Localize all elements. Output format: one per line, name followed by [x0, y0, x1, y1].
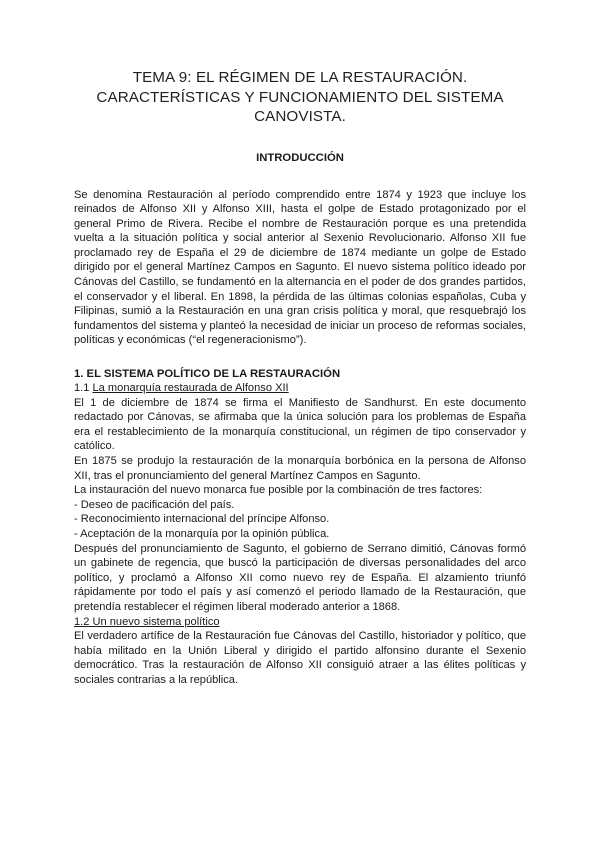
title-line-3: CANOVISTA.: [254, 108, 346, 125]
list-item: - Aceptación de la monarquía por la opinión pública.: [74, 527, 330, 540]
title-line-2: CARACTERÍSTICAS Y FUNCIONAMIENTO DEL SISTEMA: [96, 88, 504, 106]
section-1-heading: 1. EL SISTEMA POLÍTICO DE LA RESTAURACIÓN: [74, 368, 341, 381]
subsection-1-1-number: 1.1: [74, 382, 90, 395]
document-title: [80, 68, 520, 127]
subsection-1-1-title: La monarquía restaurada de Alfonso XII: [92, 382, 289, 395]
subsection-1-1-paragraph-1: El 1 de diciembre de 1874 se firma el Manifiesto de Sandhurst. En este documento redactado por Cánovas, se afirmaba que la única solución para los problemas de España era el restablecimiento de la monarquía constitucional, un régimen de tipo conservador y católico.: [74, 396, 526, 453]
subsection-1-2-heading: [74, 615, 526, 630]
list-item: - Deseo de pacificación del país.: [74, 498, 235, 511]
subsection-1-2-paragraph-1: El verdadero artífice de la Restauración fue Cánovas del Castillo, historiador y político, que había militado en la Unión Liberal y dirigido el partido alfonsino durante el Sexenio democrático. Tras la restauración de Alfonso XII consiguió atraer a las élites políticas y sociales contrarias a la república.: [74, 630, 526, 686]
subsection-1-2-title: 1.2 Un nuevo sistema político: [74, 615, 220, 628]
subsection-1-1-paragraph-4: Después del pronunciamiento de Sagunto, el gobierno de Serrano dimitió, Cánovas formó un gabinete de regencia, que buscó la participación de diversas personalidades del arco político, y proclamó a Alfonso XII como nuevo rey de España. El alzamiento triunfó rápidamente por todo el país y así comenzó el periodo llamado de la Restauración, que pretendía restablecer el régimen liberal moderado anterior a 1868.: [74, 542, 526, 613]
subsection-1-1-heading: [74, 381, 526, 396]
introduction-paragraph: Se denomina Restauración al período comprendido entre 1874 y 1923 que incluye los reinados de Alfonso XII y Alfonso XIII, hasta el golpe de Estado protagonizado por el general Primo de Rivera. Recibe el nombre de Restauración porque es una pretendida vuelta a la situación política y social anterior al Sexenio Revolucionario. Alfonso XII fue proclamado rey de España el 29 de diciembre de 1874 mediante un golpe de Estado dirigido por el general Martínez Campos en Sagunto. El nuevo sistema político ideado por Cánovas del Castillo, se fundamentó en la alternancia en el poder de dos grandes partidos, el conservador y el liberal. En 1898, la pérdida de las últimas colonias españolas, Cuba y Filipinas, sumió a la Restauración en una gran crisis política y moral, que resquebrajó los fundamentos del sistema y planteó la necesidad de iniciar un proceso de reformas sociales, políticas y económicas (“el regeneracionismo”).: [74, 188, 526, 347]
introduction-heading: INTRODUCCIÓN: [256, 151, 344, 164]
subsection-1-1-paragraph-2: En 1875 se produjo la restauración de la monarquía borbónica en la persona de Alfonso XII, tras el pronunciamiento del general Martínez Campos en Sagunto.: [74, 455, 526, 482]
title-line-1: TEMA 9: EL RÉGIMEN DE LA RESTAURACIÓN.: [132, 69, 468, 86]
subsection-1-1-paragraph-3: La instauración del nuevo monarca fue posible por la combinación de tres factores:: [74, 484, 483, 497]
list-item: - Reconocimiento internacional del príncipe Alfonso.: [74, 513, 330, 526]
